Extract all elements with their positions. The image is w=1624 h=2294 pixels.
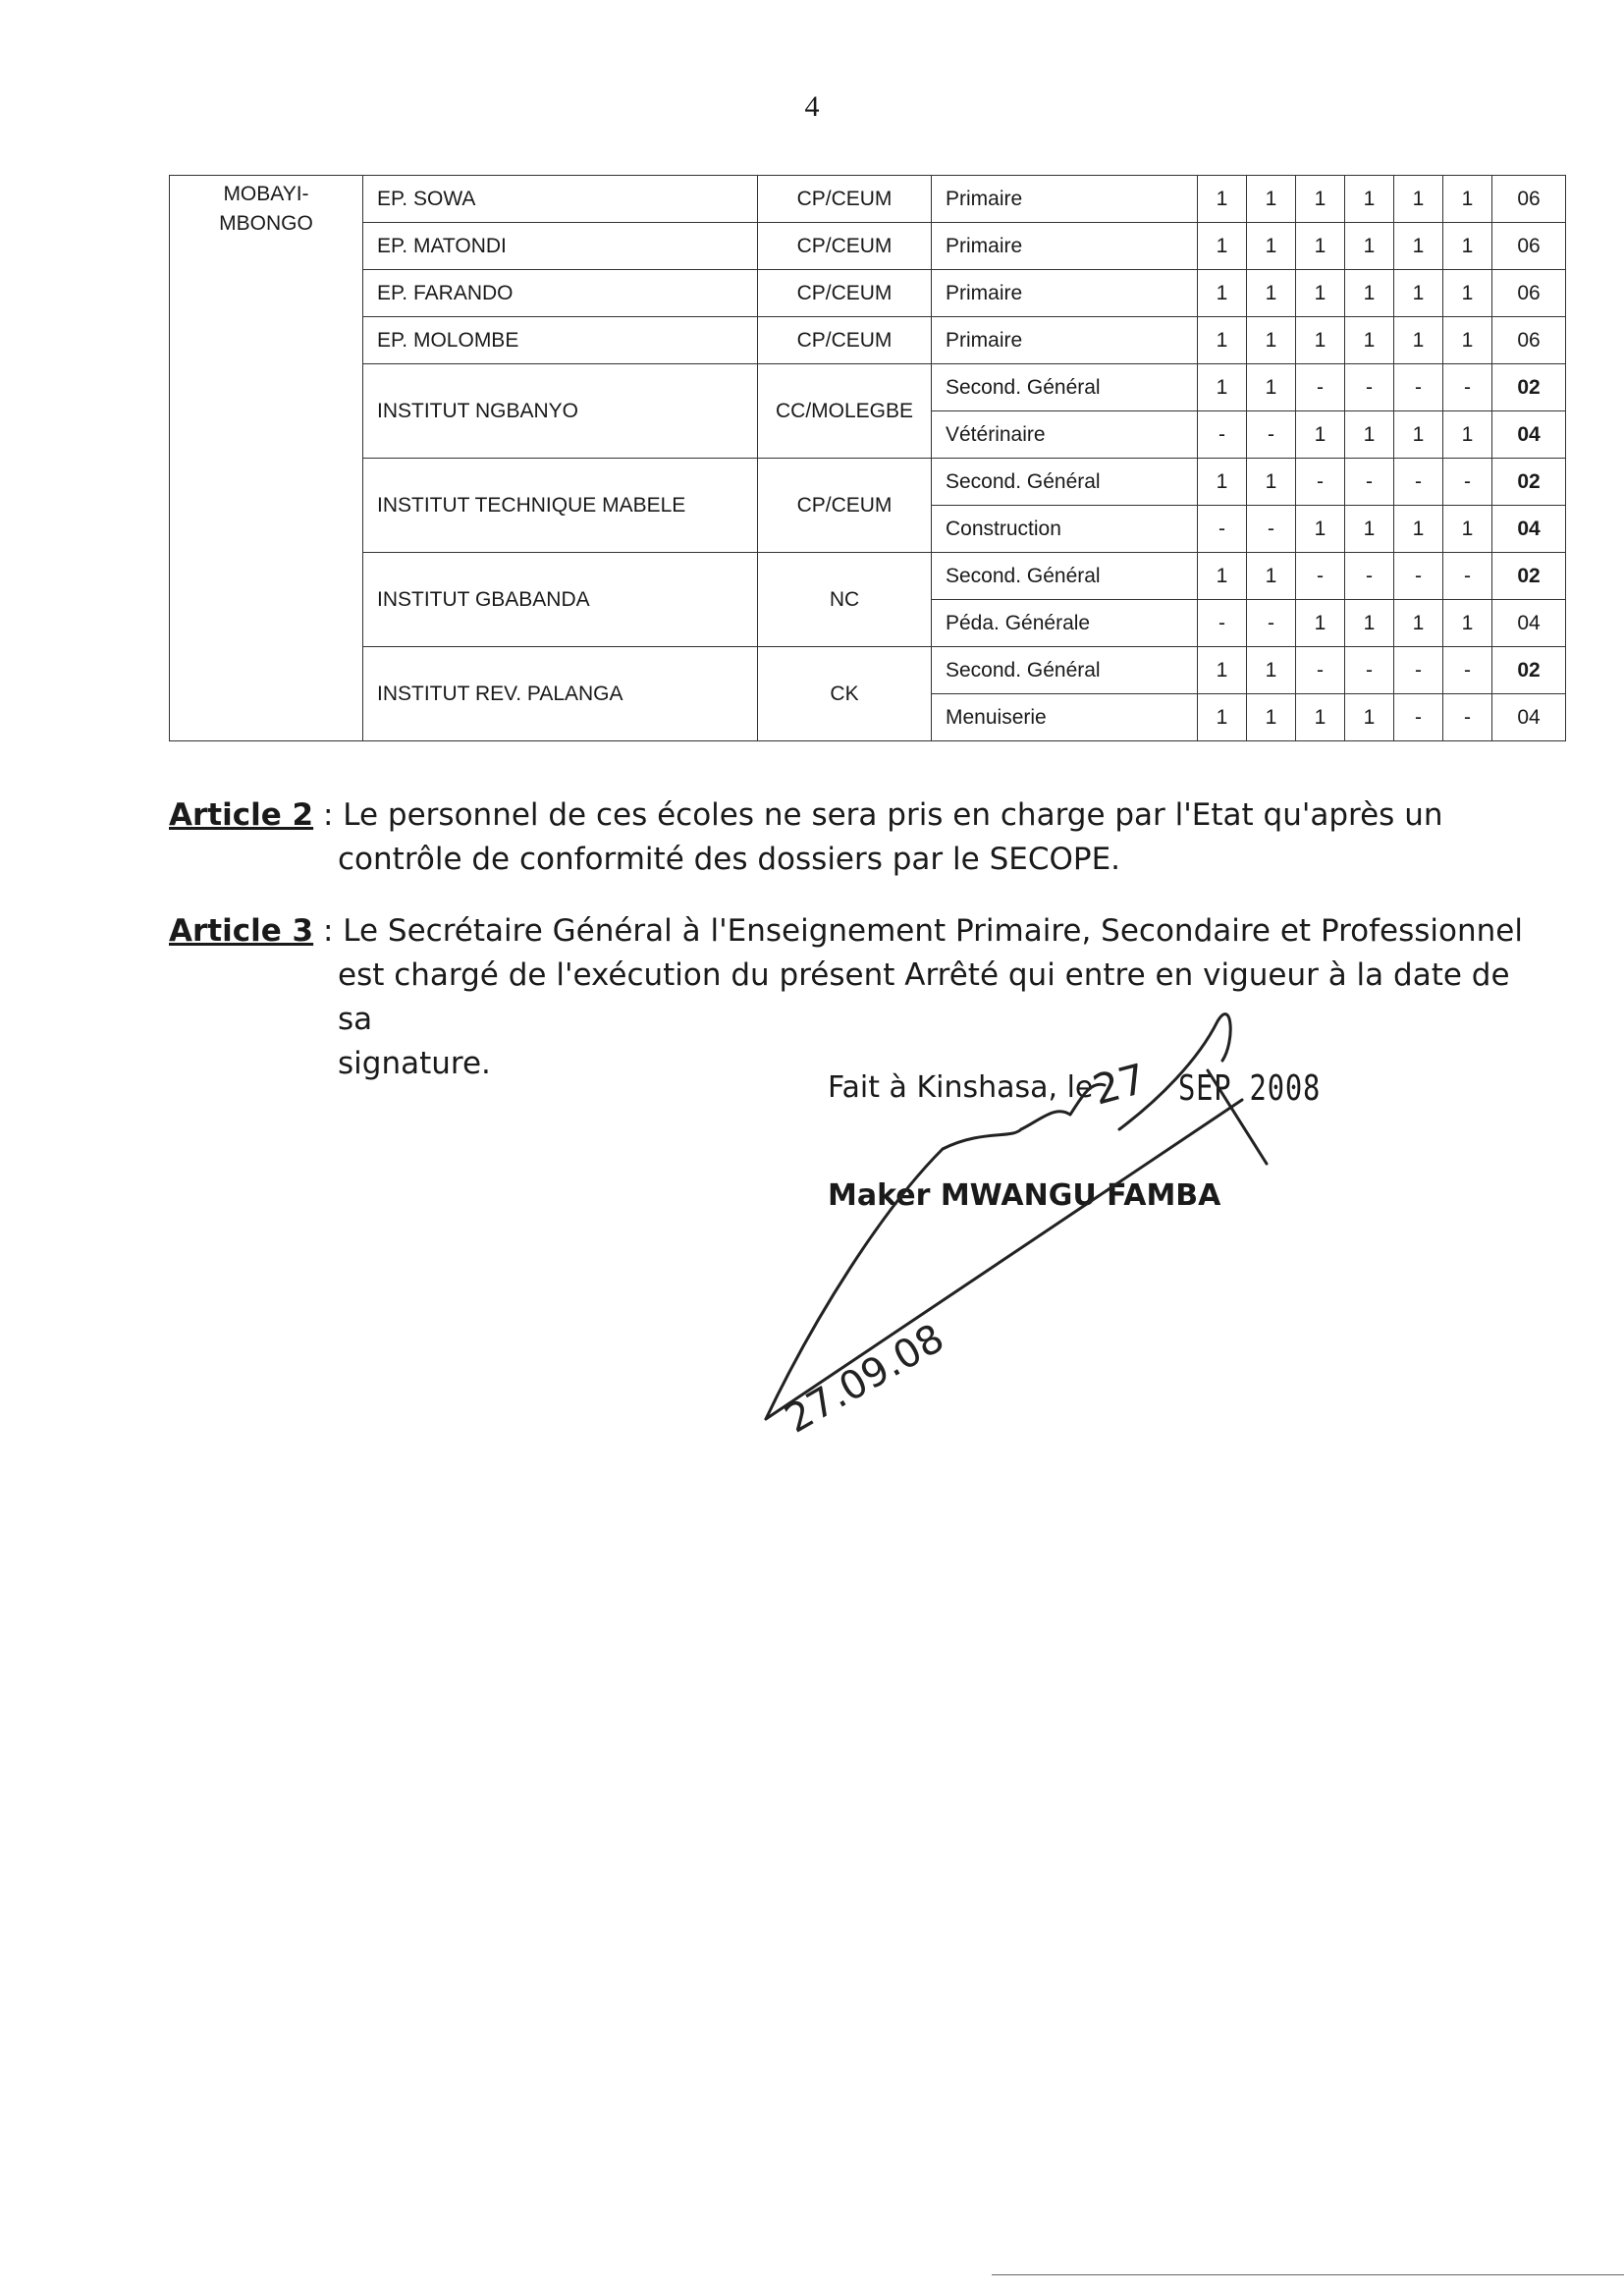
article-2 <box>169 793 1524 882</box>
class-count: - <box>1247 600 1296 647</box>
class-count: - <box>1247 506 1296 553</box>
class-count: - <box>1247 411 1296 459</box>
schools-table <box>169 175 1566 741</box>
class-count: 1 <box>1443 176 1492 223</box>
section-name: Primaire <box>932 223 1198 270</box>
class-count: 1 <box>1198 694 1247 741</box>
section-name: Second. Général <box>932 553 1198 600</box>
total-count: 06 <box>1492 223 1566 270</box>
section-name: Primaire <box>932 317 1198 364</box>
class-count: - <box>1443 553 1492 600</box>
class-count: 1 <box>1345 694 1394 741</box>
class-count: 1 <box>1296 411 1345 459</box>
class-count: 1 <box>1247 553 1296 600</box>
class-count: 1 <box>1443 270 1492 317</box>
class-count: 1 <box>1394 411 1443 459</box>
class-count: 1 <box>1345 270 1394 317</box>
class-count: 1 <box>1247 270 1296 317</box>
class-count: 1 <box>1443 506 1492 553</box>
table-row <box>170 317 1566 364</box>
class-count: 1 <box>1247 647 1296 694</box>
class-count: - <box>1198 506 1247 553</box>
school-status: CP/CEUM <box>758 176 932 223</box>
school-name: INSTITUT REV. PALANGA <box>363 647 758 741</box>
article-3-line-1: : Le Secrétaire Général à l'Enseignement Primaire, Secondaire et Professionnel <box>313 913 1523 949</box>
school-name: EP. FARANDO <box>363 270 758 317</box>
signature-stroke-curve <box>766 1129 1021 1419</box>
school-name: EP. MOLOMBE <box>363 317 758 364</box>
class-count: 1 <box>1296 600 1345 647</box>
class-count: 1 <box>1394 176 1443 223</box>
section-name: Second. Général <box>932 364 1198 411</box>
school-name: INSTITUT GBABANDA <box>363 553 758 647</box>
section-name: Vétérinaire <box>932 411 1198 459</box>
class-count: 1 <box>1443 223 1492 270</box>
class-count: 1 <box>1296 270 1345 317</box>
page-number: 4 <box>804 90 820 123</box>
class-count: - <box>1296 647 1345 694</box>
class-count: 1 <box>1394 270 1443 317</box>
class-count: - <box>1394 647 1443 694</box>
section-name: Primaire <box>932 176 1198 223</box>
total-count: 02 <box>1492 364 1566 411</box>
section-name: Second. Général <box>932 459 1198 506</box>
class-count: 1 <box>1247 317 1296 364</box>
table-body <box>170 176 1566 741</box>
signature-stroke-diagonal <box>766 1100 1242 1419</box>
class-count: 1 <box>1345 223 1394 270</box>
class-count: 1 <box>1198 553 1247 600</box>
class-count: 1 <box>1198 223 1247 270</box>
section-name: Péda. Générale <box>932 600 1198 647</box>
class-count: 1 <box>1296 506 1345 553</box>
class-count: - <box>1296 459 1345 506</box>
table-row <box>170 364 1566 411</box>
class-count: 1 <box>1296 176 1345 223</box>
table-row <box>170 223 1566 270</box>
class-count: - <box>1443 694 1492 741</box>
class-count: - <box>1443 459 1492 506</box>
class-count: 1 <box>1198 176 1247 223</box>
table-row <box>170 647 1566 694</box>
total-count: 06 <box>1492 270 1566 317</box>
section-name: Primaire <box>932 270 1198 317</box>
school-status: CP/CEUM <box>758 317 932 364</box>
class-count: 1 <box>1443 411 1492 459</box>
class-count: - <box>1443 647 1492 694</box>
class-count: 1 <box>1198 270 1247 317</box>
class-count: - <box>1296 364 1345 411</box>
total-count: 06 <box>1492 317 1566 364</box>
table-row <box>170 270 1566 317</box>
school-status: CK <box>758 647 932 741</box>
class-count: - <box>1345 647 1394 694</box>
class-count: 1 <box>1247 459 1296 506</box>
article-2-label: Article 2 <box>169 797 314 833</box>
article-3-line-2: est chargé de l'exécution du présent Arrêté qui entre en vigueur à la date de sa <box>338 957 1510 1037</box>
article-2-line-2: contrôle de conformité des dossiers par le SECOPE. <box>338 842 1121 877</box>
class-count: 1 <box>1443 317 1492 364</box>
signer-name: Maker MWANGU FAMBA <box>828 1178 1221 1213</box>
class-count: - <box>1394 694 1443 741</box>
class-count: 1 <box>1443 600 1492 647</box>
class-count: 1 <box>1345 506 1394 553</box>
class-count: 1 <box>1394 223 1443 270</box>
class-count: 1 <box>1345 411 1394 459</box>
school-status: CP/CEUM <box>758 270 932 317</box>
article-3-label: Article 3 <box>169 913 314 949</box>
school-status: NC <box>758 553 932 647</box>
class-count: - <box>1394 553 1443 600</box>
section-name: Second. Général <box>932 647 1198 694</box>
total-count: 04 <box>1492 411 1566 459</box>
table-row <box>170 553 1566 600</box>
class-count: 1 <box>1296 317 1345 364</box>
total-count: 04 <box>1492 600 1566 647</box>
class-count: - <box>1296 553 1345 600</box>
table-row <box>170 459 1566 506</box>
class-count: 1 <box>1198 459 1247 506</box>
class-count: - <box>1198 600 1247 647</box>
class-count: 1 <box>1247 364 1296 411</box>
class-count: 1 <box>1394 317 1443 364</box>
total-count: 06 <box>1492 176 1566 223</box>
class-count: 1 <box>1296 223 1345 270</box>
class-count: - <box>1345 459 1394 506</box>
total-count: 02 <box>1492 459 1566 506</box>
class-count: 1 <box>1247 223 1296 270</box>
school-status: CP/CEUM <box>758 459 932 553</box>
school-name: INSTITUT TECHNIQUE MABELE <box>363 459 758 553</box>
class-count: - <box>1345 364 1394 411</box>
stamp-date: SEP 2008 <box>1178 1068 1322 1109</box>
class-count: - <box>1394 364 1443 411</box>
total-count: 02 <box>1492 553 1566 600</box>
class-count: 1 <box>1394 506 1443 553</box>
class-count: 1 <box>1345 176 1394 223</box>
class-count: 1 <box>1247 694 1296 741</box>
total-count: 02 <box>1492 647 1566 694</box>
scan-edge-line <box>992 2274 1624 2275</box>
school-name: EP. SOWA <box>363 176 758 223</box>
table-row <box>170 176 1566 223</box>
total-count: 04 <box>1492 506 1566 553</box>
school-status: CC/MOLEGBE <box>758 364 932 459</box>
school-status: CP/CEUM <box>758 223 932 270</box>
school-name: EP. MATONDI <box>363 223 758 270</box>
handwritten-date: 27.09.08 <box>778 1315 952 1443</box>
class-count: 1 <box>1296 694 1345 741</box>
class-count: - <box>1443 364 1492 411</box>
class-count: 1 <box>1247 176 1296 223</box>
class-count: - <box>1394 459 1443 506</box>
zone-cell: MOBAYI- MBONGO <box>170 176 363 741</box>
total-count: 04 <box>1492 694 1566 741</box>
class-count: - <box>1198 411 1247 459</box>
class-count: 1 <box>1198 364 1247 411</box>
class-count: 1 <box>1345 317 1394 364</box>
class-count: 1 <box>1198 647 1247 694</box>
class-count: 1 <box>1198 317 1247 364</box>
handwritten-day: 27 <box>1087 1054 1152 1115</box>
class-count: - <box>1345 553 1394 600</box>
class-count: 1 <box>1345 600 1394 647</box>
article-3-line-3: signature. <box>338 1046 491 1081</box>
school-name: INSTITUT NGBANYO <box>363 364 758 459</box>
article-3 <box>169 909 1524 1086</box>
article-2-line-1: : Le personnel de ces écoles ne sera pris en charge par l'Etat qu'après un <box>313 797 1443 833</box>
section-name: Construction <box>932 506 1198 553</box>
section-name: Menuiserie <box>932 694 1198 741</box>
signature-place: Fait à Kinshasa, le <box>828 1070 1094 1105</box>
class-count: 1 <box>1394 600 1443 647</box>
